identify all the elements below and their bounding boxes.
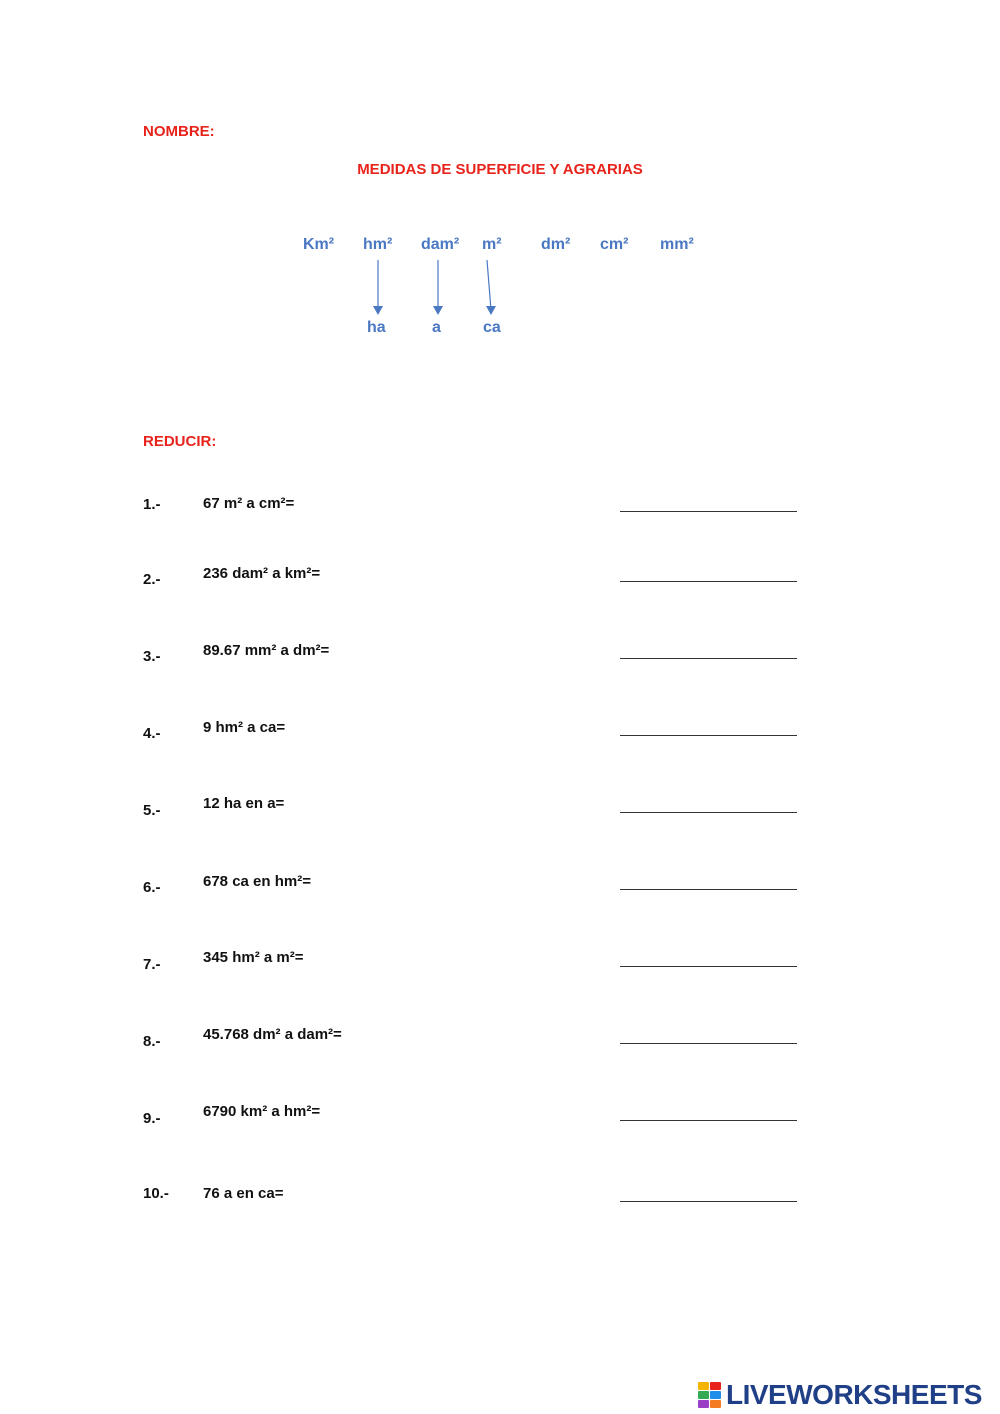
exercise-number: 7.- bbox=[143, 956, 161, 973]
exercise-number: 4.- bbox=[143, 725, 161, 742]
exercise-question: 89.67 mm² a dm²= bbox=[203, 642, 330, 659]
answer-line-1[interactable] bbox=[620, 511, 797, 512]
unit-dam2: dam² bbox=[421, 236, 460, 253]
section-label: REDUCIR: bbox=[143, 433, 217, 450]
answer-line-3[interactable] bbox=[620, 658, 797, 659]
exercise-number: 3.- bbox=[143, 648, 161, 665]
liveworksheets-logo bbox=[698, 1378, 982, 1412]
exercise-question: 67 m² a cm²= bbox=[203, 495, 295, 512]
answer-line-2[interactable] bbox=[620, 581, 797, 582]
unit-dm2: dm² bbox=[541, 236, 571, 253]
exercise-number: 8.- bbox=[143, 1033, 161, 1050]
agrarian-a: a bbox=[432, 319, 441, 336]
unit-km2: Km² bbox=[303, 236, 335, 253]
nombre-label: NOMBRE: bbox=[143, 123, 215, 140]
answer-line-9[interactable] bbox=[620, 1120, 797, 1121]
logo-text: LIVEWORKSHEETS bbox=[726, 1379, 982, 1410]
arrow-m2-ca-head bbox=[486, 306, 496, 315]
exercise-question: 12 ha en a= bbox=[203, 795, 285, 812]
exercise-number: 10.- bbox=[143, 1185, 169, 1202]
answer-line-8[interactable] bbox=[620, 1043, 797, 1044]
arrow-m2-ca bbox=[487, 260, 491, 310]
answer-line-4[interactable] bbox=[620, 735, 797, 736]
agrarian-ha: ha bbox=[367, 319, 386, 336]
exercise-question: 236 dam² a km²= bbox=[203, 565, 321, 582]
exercise-question: 45.768 dm² a dam²= bbox=[203, 1026, 342, 1043]
unit-hm2: hm² bbox=[363, 236, 393, 253]
unit-mm2: mm² bbox=[660, 236, 694, 253]
exercise-number: 5.- bbox=[143, 802, 161, 819]
exercise-number: 2.- bbox=[143, 571, 161, 588]
exercise-question: 678 ca en hm²= bbox=[203, 873, 311, 890]
exercise-question: 6790 km² a hm²= bbox=[203, 1103, 321, 1120]
answer-line-5[interactable] bbox=[620, 812, 797, 813]
exercise-question: 76 a en ca= bbox=[203, 1185, 284, 1202]
exercise-question: 9 hm² a ca= bbox=[203, 719, 286, 736]
logo-blocks-icon bbox=[698, 1382, 722, 1408]
unit-cm2: cm² bbox=[600, 236, 629, 253]
arrow-dam2-a-head bbox=[433, 306, 443, 315]
arrow-hm2-ha-head bbox=[373, 306, 383, 315]
answer-line-10[interactable] bbox=[620, 1201, 797, 1202]
exercise-number: 6.- bbox=[143, 879, 161, 896]
agrarian-ca: ca bbox=[483, 319, 501, 336]
unit-m2: m² bbox=[482, 236, 502, 253]
exercise-number: 1.- bbox=[143, 496, 161, 513]
page-title: MEDIDAS DE SUPERFICIE Y AGRARIAS bbox=[357, 161, 643, 178]
answer-line-6[interactable] bbox=[620, 889, 797, 890]
exercise-question: 345 hm² a m²= bbox=[203, 949, 304, 966]
exercise-number: 9.- bbox=[143, 1110, 161, 1127]
conversion-arrows bbox=[0, 0, 1000, 400]
answer-line-7[interactable] bbox=[620, 966, 797, 967]
